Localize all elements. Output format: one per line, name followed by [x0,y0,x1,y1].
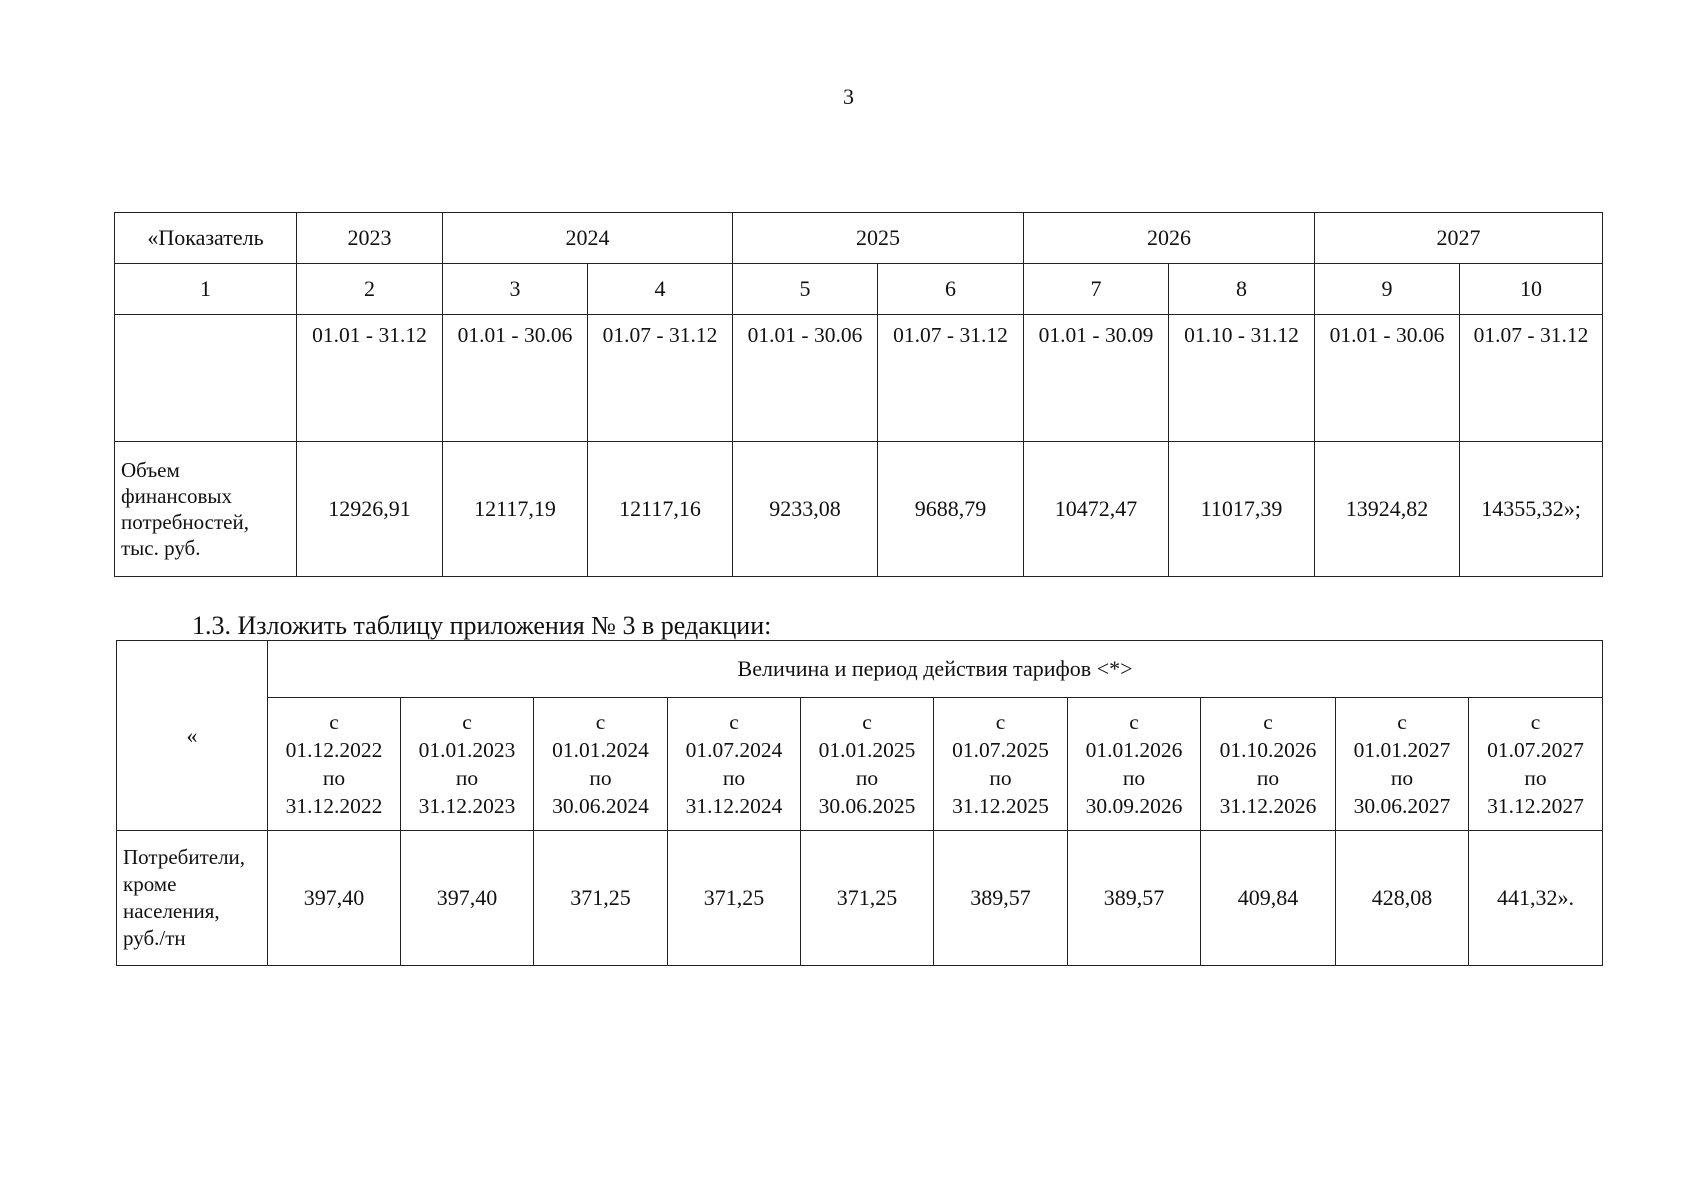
header-cell-indicator: «Показатель [115,213,297,264]
page-number: 3 [843,84,854,109]
period-from-label: с [995,710,1006,734]
period-end: 31.12.2023 [418,794,516,818]
period-end: 31.12.2025 [952,794,1049,818]
header-cell-year: 2026 [1024,213,1315,264]
row-label-line: населения, [123,899,220,923]
period-from-label: с [595,710,606,734]
table-row [115,264,1603,315]
period-cell: 01.07 - 31.12 [1460,315,1603,442]
period-to-label: по [455,766,479,790]
row-label-line: Объем [121,458,180,482]
table-row [117,831,1603,966]
value-cell: 428,08 [1336,831,1469,966]
financial-needs-table [114,212,1603,577]
period-header [1469,698,1603,831]
period-header [401,698,534,831]
value-cell: 9688,79 [878,442,1024,577]
row-label [115,442,297,577]
period-start: 01.01.2025 [818,738,916,762]
column-number: 8 [1169,264,1315,315]
table-row [115,442,1603,577]
column-number: 1 [115,264,297,315]
header-cell-year: 2023 [297,213,443,264]
column-number: 6 [878,264,1024,315]
period-start: 01.07.2025 [952,738,1049,762]
period-to-label: по [1256,766,1280,790]
period-end: 31.12.2022 [285,794,383,818]
empty-cell [115,315,297,442]
value-cell: 13924,82 [1315,442,1460,577]
value-cell: 10472,47 [1024,442,1169,577]
period-to-label: по [589,766,612,790]
period-end: 30.06.2025 [818,794,916,818]
period-header [801,698,934,831]
column-number: 3 [443,264,588,315]
table-row [117,698,1603,831]
table-row [117,641,1603,698]
period-to-label: по [1390,766,1414,790]
period-start: 01.07.2027 [1487,738,1584,762]
value-cell: 12117,19 [443,442,588,577]
value-cell: 14355,32»; [1460,442,1603,577]
period-cell: 01.01 - 31.12 [297,315,443,442]
period-from-label: с [462,710,472,734]
period-end: 30.09.2026 [1085,794,1183,818]
row-label-line: тыс. руб. [121,536,201,560]
value-cell: 371,25 [534,831,668,966]
period-cell: 01.07 - 31.12 [588,315,733,442]
period-start: 01.01.2024 [552,738,649,762]
period-cell: 01.07 - 31.12 [878,315,1024,442]
column-number: 7 [1024,264,1169,315]
period-to-label: по [722,766,746,790]
value-cell: 371,25 [668,831,801,966]
period-to-label: по [1122,766,1146,790]
period-to-label: по [322,766,346,790]
period-header [1068,698,1201,831]
row-label [117,831,268,966]
value-cell: 12926,91 [297,442,443,577]
period-from-label: с [862,710,872,734]
row-label-line: финансовых [121,484,232,508]
period-start: 01.01.2023 [418,738,516,762]
value-cell: 389,57 [934,831,1068,966]
period-end: 31.12.2024 [685,794,783,818]
column-number: 2 [297,264,443,315]
period-header [534,698,668,831]
period-header [268,698,401,831]
period-cell: 01.01 - 30.06 [1315,315,1460,442]
value-cell: 397,40 [401,831,534,966]
row-label-line: потребностей, [121,510,249,534]
section-heading: 1.3. Изложить таблицу приложения № 3 в редакции: [192,611,772,640]
period-start: 01.07.2024 [685,738,783,762]
period-cell: 01.10 - 31.12 [1169,315,1315,442]
value-cell: 9233,08 [733,442,878,577]
period-header [1201,698,1336,831]
period-start: 01.12.2022 [285,738,383,762]
period-start: 01.01.2026 [1085,738,1183,762]
tariffs-table [116,640,1603,966]
row-label-line: кроме [123,872,177,896]
period-from-label: с [1129,710,1139,734]
row-label-line: руб./тн [123,926,186,950]
period-to-label: по [855,766,879,790]
period-from-label: с [329,710,339,734]
header-cell-year: 2027 [1315,213,1603,264]
period-from-label: с [729,710,739,734]
value-cell: 441,32». [1469,831,1603,966]
period-cell: 01.01 - 30.06 [733,315,878,442]
period-cell: 01.01 - 30.09 [1024,315,1169,442]
period-header [934,698,1068,831]
value-cell: 409,84 [1201,831,1336,966]
period-cell: 01.01 - 30.06 [443,315,588,442]
period-start: 01.10.2026 [1219,738,1317,762]
period-from-label: с [1263,710,1273,734]
table-row [115,315,1603,442]
column-number: 10 [1460,264,1603,315]
value-cell: 389,57 [1068,831,1201,966]
period-header [1336,698,1469,831]
period-end: 30.06.2024 [552,794,649,818]
value-cell: 397,40 [268,831,401,966]
period-end: 30.06.2027 [1353,794,1451,818]
period-from-label: с [1530,710,1541,734]
value-cell: 12117,16 [588,442,733,577]
column-number: 4 [588,264,733,315]
group-header: Величина и период действия тарифов <*> [268,641,1603,698]
period-to-label: по [1524,766,1547,790]
period-from-label: с [1397,710,1407,734]
period-start: 01.01.2027 [1353,738,1451,762]
period-end: 31.12.2026 [1219,794,1317,818]
value-cell: 371,25 [801,831,934,966]
corner-cell: « [117,641,268,831]
column-number: 9 [1315,264,1460,315]
table-row [115,213,1603,264]
period-header [668,698,801,831]
header-cell-year: 2024 [443,213,733,264]
column-number: 5 [733,264,878,315]
period-to-label: по [989,766,1012,790]
period-end: 31.12.2027 [1487,794,1584,818]
row-label-line: Потребители, [123,845,246,869]
value-cell: 11017,39 [1169,442,1315,577]
header-cell-year: 2025 [733,213,1024,264]
